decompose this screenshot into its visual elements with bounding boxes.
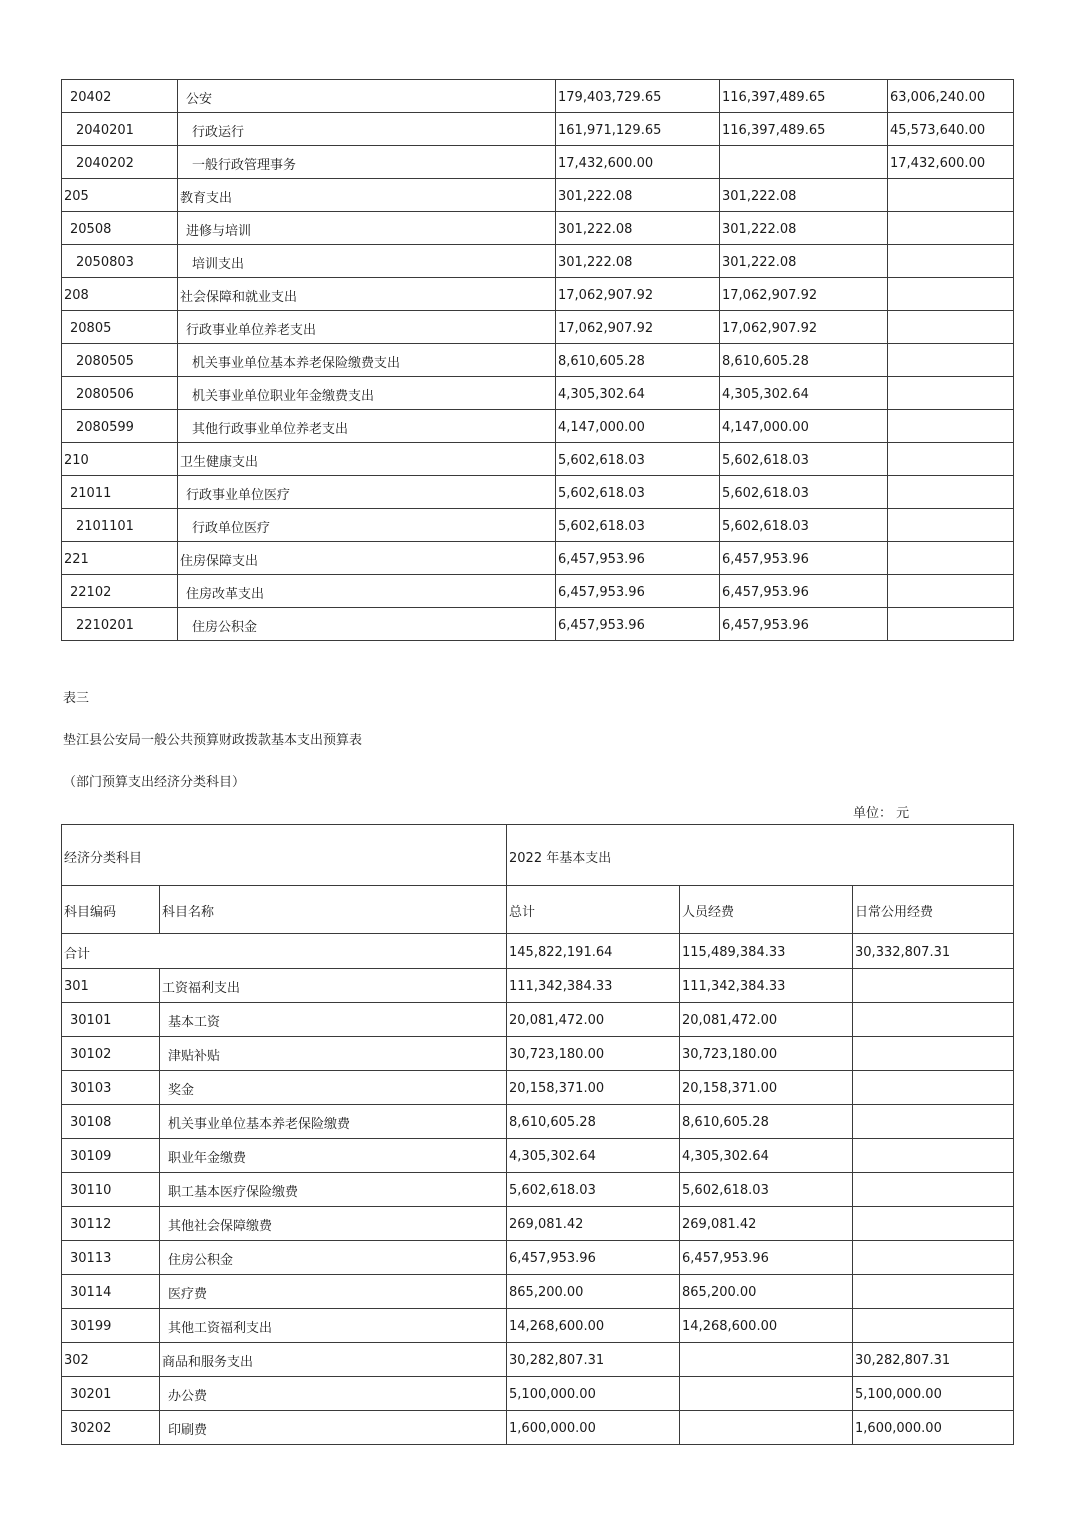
table-row [62,1037,1014,1071]
project-expenditure-cell [888,245,1014,278]
subject-name-cell: 其他工资福利支出 [160,1309,507,1343]
total-personnel: 115,489,384.33 [680,934,853,969]
table-row [62,311,1014,344]
subject-name-cell: 工资福利支出 [160,969,507,1003]
subject-code-cell: 22102 [62,575,178,608]
table-row [62,377,1014,410]
table-row [62,1411,1014,1445]
table-subtitle: （部门预算支出经济分类科目） [63,775,246,790]
project-expenditure-cell [888,443,1014,476]
total-cell: 6,457,953.96 [507,1241,680,1275]
basic-expenditure-cell: 4,305,302.64 [720,377,888,410]
subject-name-cell: 住房公积金 [178,608,556,641]
personnel-cell: 30,723,180.00 [680,1037,853,1071]
header-row-group [62,825,1014,886]
subject-name-cell: 机关事业单位基本养老保险缴费支出 [178,344,556,377]
subject-code-cell: 2080599 [62,410,178,443]
table-row [62,1071,1014,1105]
total-cell: 17,062,907.92 [556,311,720,344]
total-cell: 179,403,729.65 [556,80,720,113]
subject-name-cell: 社会保障和就业支出 [178,278,556,311]
subject-code-cell: 30102 [62,1037,160,1071]
project-expenditure-cell: 17,432,600.00 [888,146,1014,179]
public-cell: 1,600,000.00 [853,1411,1014,1445]
subject-name-cell: 行政事业单位养老支出 [178,311,556,344]
subject-name-cell: 进修与培训 [178,212,556,245]
subject-name-cell: 机关事业单位基本养老保险缴费 [160,1105,507,1139]
total-cell: 4,147,000.00 [556,410,720,443]
public-cell: 30,282,807.31 [853,1343,1014,1377]
basic-expenditure-cell: 17,062,907.92 [720,311,888,344]
total-cell: 20,158,371.00 [507,1071,680,1105]
subject-code-cell: 20805 [62,311,178,344]
header-econ-classification: 经济分类科目 [62,825,507,886]
subject-name-cell: 住房保障支出 [178,542,556,575]
subject-code-cell: 210 [62,443,178,476]
table-row [62,1207,1014,1241]
table-title: 垫江县公安局一般公共预算财政拨款基本支出预算表 [63,733,363,748]
total-cell: 20,081,472.00 [507,1003,680,1037]
subject-code-cell: 221 [62,542,178,575]
table-row [62,410,1014,443]
subject-name-cell: 行政事业单位医疗 [178,476,556,509]
project-expenditure-cell [888,509,1014,542]
total-cell: 17,062,907.92 [556,278,720,311]
subject-code-cell: 30201 [62,1377,160,1411]
table-row [62,212,1014,245]
project-expenditure-cell [888,179,1014,212]
personnel-cell: 111,342,384.33 [680,969,853,1003]
subject-name-cell: 机关事业单位职业年金缴费支出 [178,377,556,410]
project-expenditure-cell [888,476,1014,509]
subject-code-cell: 2080505 [62,344,178,377]
total-row [62,934,1014,969]
public-cell [853,1105,1014,1139]
subject-code-cell: 2210201 [62,608,178,641]
subject-name-cell: 培训支出 [178,245,556,278]
subject-code-cell: 30103 [62,1071,160,1105]
total-cell: 14,268,600.00 [507,1309,680,1343]
subject-name-cell: 职工基本医疗保险缴费 [160,1173,507,1207]
public-cell [853,1275,1014,1309]
subject-code-cell: 30101 [62,1003,160,1037]
header-basic-expenditure-2022: 2022 年基本支出 [507,825,1014,886]
personnel-cell: 5,602,618.03 [680,1173,853,1207]
subject-code-cell: 205 [62,179,178,212]
subject-name-cell: 职业年金缴费 [160,1139,507,1173]
total-cell: 5,602,618.03 [556,443,720,476]
basic-expenditure-cell: 5,602,618.03 [720,443,888,476]
total-cell: 30,723,180.00 [507,1037,680,1071]
subject-code-cell: 2080506 [62,377,178,410]
table-row [62,1309,1014,1343]
subject-code-cell: 30202 [62,1411,160,1445]
project-expenditure-cell [888,212,1014,245]
header-subject-code: 科目编码 [62,886,160,934]
subject-name-cell: 行政运行 [178,113,556,146]
subject-name-cell: 住房改革支出 [178,575,556,608]
public-cell: 5,100,000.00 [853,1377,1014,1411]
table-row [62,443,1014,476]
subject-code-cell: 30109 [62,1139,160,1173]
subject-name-cell: 印刷费 [160,1411,507,1445]
public-cell [853,1071,1014,1105]
personnel-cell: 14,268,600.00 [680,1309,853,1343]
subject-name-cell: 行政单位医疗 [178,509,556,542]
table-row [62,1241,1014,1275]
total-cell: 6,457,953.96 [556,575,720,608]
subject-name-cell: 其他社会保障缴费 [160,1207,507,1241]
total-cell: 5,602,618.03 [556,509,720,542]
subject-code-cell: 20508 [62,212,178,245]
table-row [62,1377,1014,1411]
basic-expenditure-cell: 8,610,605.28 [720,344,888,377]
basic-expenditure-cell: 301,222.08 [720,179,888,212]
table-row [62,1139,1014,1173]
table-number-label: 表三 [63,691,90,706]
total-cell: 1,600,000.00 [507,1411,680,1445]
subject-name-cell: 商品和服务支出 [160,1343,507,1377]
subject-code-cell: 21011 [62,476,178,509]
table-row [62,1173,1014,1207]
personnel-cell: 20,081,472.00 [680,1003,853,1037]
subject-code-cell: 2040201 [62,113,178,146]
subject-name-cell: 其他行政事业单位养老支出 [178,410,556,443]
total-cell: 301,222.08 [556,245,720,278]
basic-expenditure-cell: 4,147,000.00 [720,410,888,443]
personnel-cell: 6,457,953.96 [680,1241,853,1275]
public-cell [853,1309,1014,1343]
subject-name-cell: 一般行政管理事务 [178,146,556,179]
table-row [62,509,1014,542]
public-cell [853,1003,1014,1037]
basic-expenditure-cell: 301,222.08 [720,212,888,245]
table-row [62,245,1014,278]
public-cell [853,1207,1014,1241]
subject-code-cell: 2101101 [62,509,178,542]
subject-code-cell: 30112 [62,1207,160,1241]
basic-expenditure-cell: 6,457,953.96 [720,575,888,608]
total-cell: 301,222.08 [556,179,720,212]
public-cell [853,1173,1014,1207]
public-cell [853,1037,1014,1071]
basic-expenditure-cell: 17,062,907.92 [720,278,888,311]
subject-code-cell: 30113 [62,1241,160,1275]
total-cell: 865,200.00 [507,1275,680,1309]
table-row [62,1275,1014,1309]
total-cell: 6,457,953.96 [556,608,720,641]
basic-expenditure-table [61,824,1014,1445]
public-cell [853,1241,1014,1275]
project-expenditure-cell [888,575,1014,608]
total-label: 合计 [62,934,507,969]
personnel-cell [680,1377,853,1411]
table-row [62,969,1014,1003]
table-row [62,146,1014,179]
total-cell: 17,432,600.00 [556,146,720,179]
project-expenditure-cell [888,410,1014,443]
project-expenditure-cell: 63,006,240.00 [888,80,1014,113]
table-row [62,542,1014,575]
project-expenditure-cell [888,344,1014,377]
total-cell: 301,222.08 [556,212,720,245]
public-cell [853,969,1014,1003]
header-row-columns [62,886,1014,934]
project-expenditure-cell [888,608,1014,641]
subject-code-cell: 30199 [62,1309,160,1343]
subject-code-cell: 20402 [62,80,178,113]
subject-code-cell: 2040202 [62,146,178,179]
basic-expenditure-cell: 116,397,489.65 [720,80,888,113]
personnel-cell: 4,305,302.64 [680,1139,853,1173]
subject-code-cell: 302 [62,1343,160,1377]
header-total: 总计 [507,886,680,934]
basic-expenditure-cell: 5,602,618.03 [720,509,888,542]
subject-code-cell: 30110 [62,1173,160,1207]
table-row [62,80,1014,113]
total-cell: 5,100,000.00 [507,1377,680,1411]
table-row [62,278,1014,311]
table-row [62,344,1014,377]
total-cell: 8,610,605.28 [507,1105,680,1139]
total-cell: 5,602,618.03 [507,1173,680,1207]
unit-label: 单位： 元 [853,806,910,821]
personnel-cell: 269,081.42 [680,1207,853,1241]
personnel-cell [680,1343,853,1377]
subject-name-cell: 奖金 [160,1071,507,1105]
project-expenditure-cell [888,377,1014,410]
total-amount: 145,822,191.64 [507,934,680,969]
subject-code-cell: 208 [62,278,178,311]
subject-code-cell: 2050803 [62,245,178,278]
total-cell: 30,282,807.31 [507,1343,680,1377]
table-row [62,113,1014,146]
personnel-cell: 8,610,605.28 [680,1105,853,1139]
subject-code-cell: 30114 [62,1275,160,1309]
personnel-cell [680,1411,853,1445]
subject-code-cell: 30108 [62,1105,160,1139]
table-row [62,179,1014,212]
table-body [62,80,1014,641]
total-cell: 111,342,384.33 [507,969,680,1003]
subject-name-cell: 卫生健康支出 [178,443,556,476]
subject-name-cell: 住房公积金 [160,1241,507,1275]
basic-expenditure-cell: 116,397,489.65 [720,113,888,146]
basic-expenditure-cell [720,146,888,179]
total-cell: 161,971,129.65 [556,113,720,146]
table-row [62,1105,1014,1139]
total-cell: 4,305,302.64 [556,377,720,410]
public-cell [853,1139,1014,1173]
basic-expenditure-cell: 301,222.08 [720,245,888,278]
subject-code-cell: 301 [62,969,160,1003]
header-subject-name: 科目名称 [160,886,507,934]
header-personnel: 人员经费 [680,886,853,934]
table-row [62,608,1014,641]
personnel-cell: 20,158,371.00 [680,1071,853,1105]
subject-name-cell: 津贴补贴 [160,1037,507,1071]
table-row [62,1343,1014,1377]
total-cell: 4,305,302.64 [507,1139,680,1173]
table-row [62,1003,1014,1037]
project-expenditure-cell: 45,573,640.00 [888,113,1014,146]
total-cell: 8,610,605.28 [556,344,720,377]
basic-expenditure-cell: 5,602,618.03 [720,476,888,509]
table-row [62,575,1014,608]
subject-name-cell: 医疗费 [160,1275,507,1309]
personnel-cell: 865,200.00 [680,1275,853,1309]
subject-name-cell: 公安 [178,80,556,113]
total-cell: 6,457,953.96 [556,542,720,575]
functional-classification-table [61,79,1014,641]
table-row [62,476,1014,509]
header-public: 日常公用经费 [853,886,1014,934]
table-body [62,934,1014,1445]
subject-name-cell: 办公费 [160,1377,507,1411]
subject-name-cell: 教育支出 [178,179,556,212]
project-expenditure-cell [888,542,1014,575]
subject-name-cell: 基本工资 [160,1003,507,1037]
project-expenditure-cell [888,311,1014,344]
total-cell: 5,602,618.03 [556,476,720,509]
basic-expenditure-cell: 6,457,953.96 [720,542,888,575]
total-public: 30,332,807.31 [853,934,1014,969]
project-expenditure-cell [888,278,1014,311]
basic-expenditure-cell: 6,457,953.96 [720,608,888,641]
total-cell: 269,081.42 [507,1207,680,1241]
